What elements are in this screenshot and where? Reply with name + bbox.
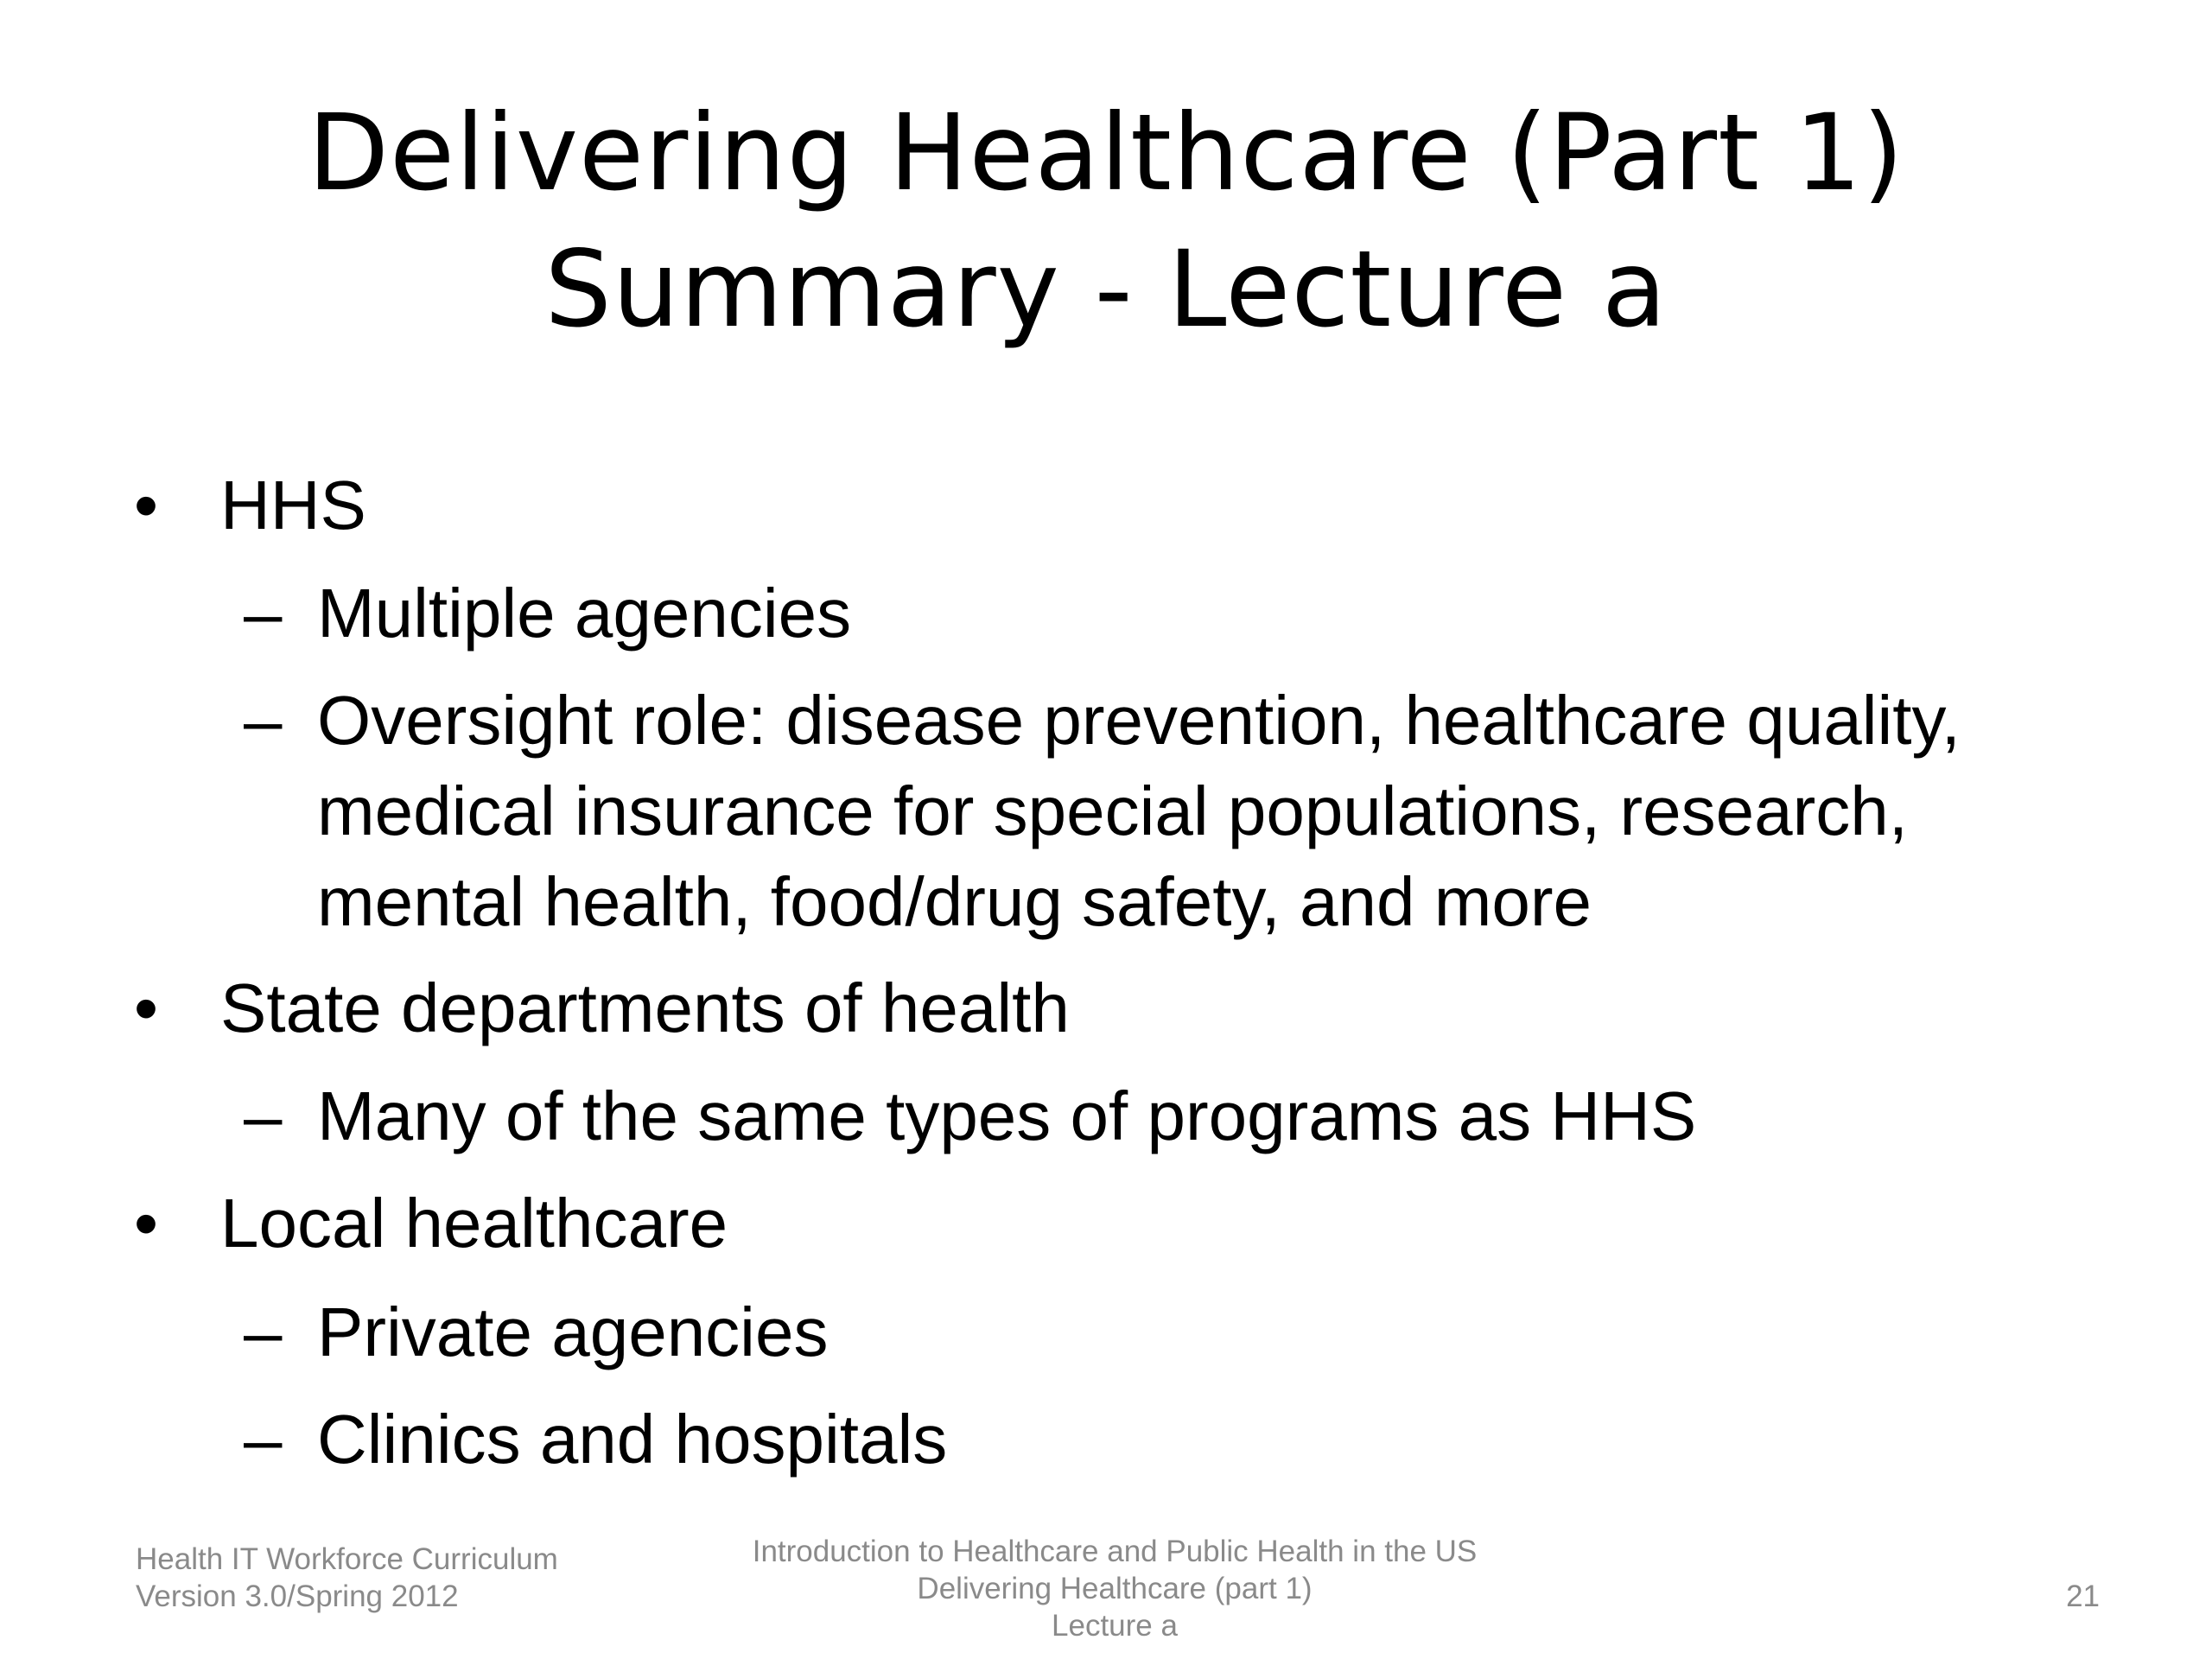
subitem-same-programs: Many of the same types of programs as HHS [317, 1077, 1697, 1154]
footer-course-title: Introduction to Healthcare and Public Health in the US [752, 1535, 1478, 1568]
footer-lecture: Lecture a [1052, 1609, 1178, 1643]
bullet-icon: • [134, 969, 159, 1046]
bullet-icon: • [134, 467, 159, 543]
subitem-oversight-role-line-1: Oversight role: disease prevention, healthcare quality, [317, 682, 1961, 759]
subitem-private-agencies: Private agencies [317, 1294, 829, 1370]
page-number: 21 [2066, 1580, 2100, 1613]
title-line-2: Summary - Lecture a [544, 228, 1668, 351]
footer-course-info [674, 1533, 1555, 1644]
dash-icon: – [244, 1294, 283, 1370]
subitem-multiple-agencies: Multiple agencies [317, 575, 852, 652]
bullet-item-local-healthcare: Local healthcare [220, 1185, 728, 1262]
dash-icon: – [244, 1401, 283, 1478]
footer-unit-title: Delivering Healthcare (part 1) [917, 1572, 1313, 1605]
subitem-oversight-role-line-2: medical insurance for special populations, research, [317, 772, 1908, 849]
subitem-oversight-role-line-3: mental health, food/drug safety, and more [317, 863, 1592, 940]
footer-curriculum [136, 1541, 558, 1615]
subitem-clinics-hospitals: Clinics and hospitals [317, 1401, 948, 1478]
bullet-item-hhs: HHS [220, 467, 366, 543]
title-line-1: Delivering Healthcare (Part 1) [308, 92, 1904, 214]
dash-icon: – [244, 575, 283, 652]
footer-version: Version 3.0/Spring 2012 [136, 1580, 459, 1613]
bullet-item-state-departments: State departments of health [220, 969, 1070, 1046]
bullet-icon: • [134, 1185, 159, 1262]
footer-curriculum-name: Health IT Workforce Curriculum [136, 1542, 558, 1576]
dash-icon: – [244, 1077, 283, 1154]
dash-icon: – [244, 682, 283, 759]
